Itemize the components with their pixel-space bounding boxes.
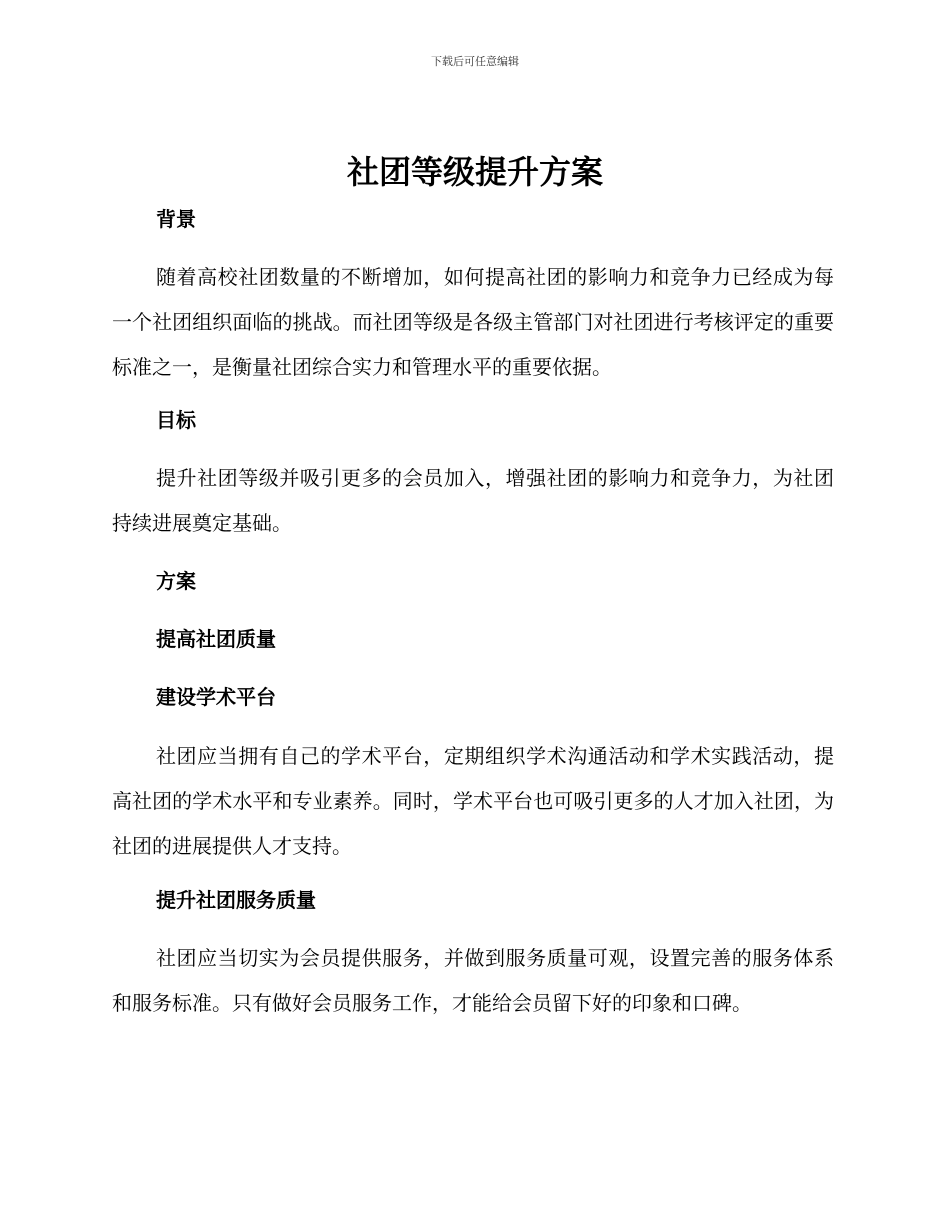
section-text-background: 随着高校社团数量的不断增加，如何提高社团的影响力和竞争力已经成为每一个社团组织面临的挑战。而社团等级是各级主管部门对社团进行考核评定的重要标准之一，是衡量社团综合实力和管理水平的重要依据。 xyxy=(112,265,834,379)
subsection-heading-quality: 提高社团质量 xyxy=(156,627,276,651)
section-heading-goal: 目标 xyxy=(156,408,196,432)
document-body xyxy=(112,204,834,1026)
page-header-note: 下载后可任意编辑 xyxy=(431,55,519,68)
subsection-heading-service: 提升社团服务质量 xyxy=(156,888,316,912)
section-heading-background: 背景 xyxy=(156,207,196,231)
section-text-goal: 提升社团等级并吸引更多的会员加入，增强社团的影响力和竞争力，为社团持续进展奠定基础。 xyxy=(112,466,834,535)
subsection-text-service: 社团应当切实为会员提供服务，并做到服务质量可观，设置完善的服务体系和服务标准。只有做好会员服务工作，才能给会员留下好的印象和口碑。 xyxy=(112,946,834,1015)
subsection-text-academic: 社团应当拥有自己的学术平台，定期组织学术沟通活动和学术实践活动，提高社团的学术水平和专业素养。同时，学术平台也可吸引更多的人才加入社团，为社团的进展提供人才支持。 xyxy=(112,744,834,858)
section-heading-plan: 方案 xyxy=(156,569,196,593)
subsection-heading-academic: 建设学术平台 xyxy=(156,685,276,709)
document-title: 社团等级提升方案 xyxy=(346,153,603,191)
